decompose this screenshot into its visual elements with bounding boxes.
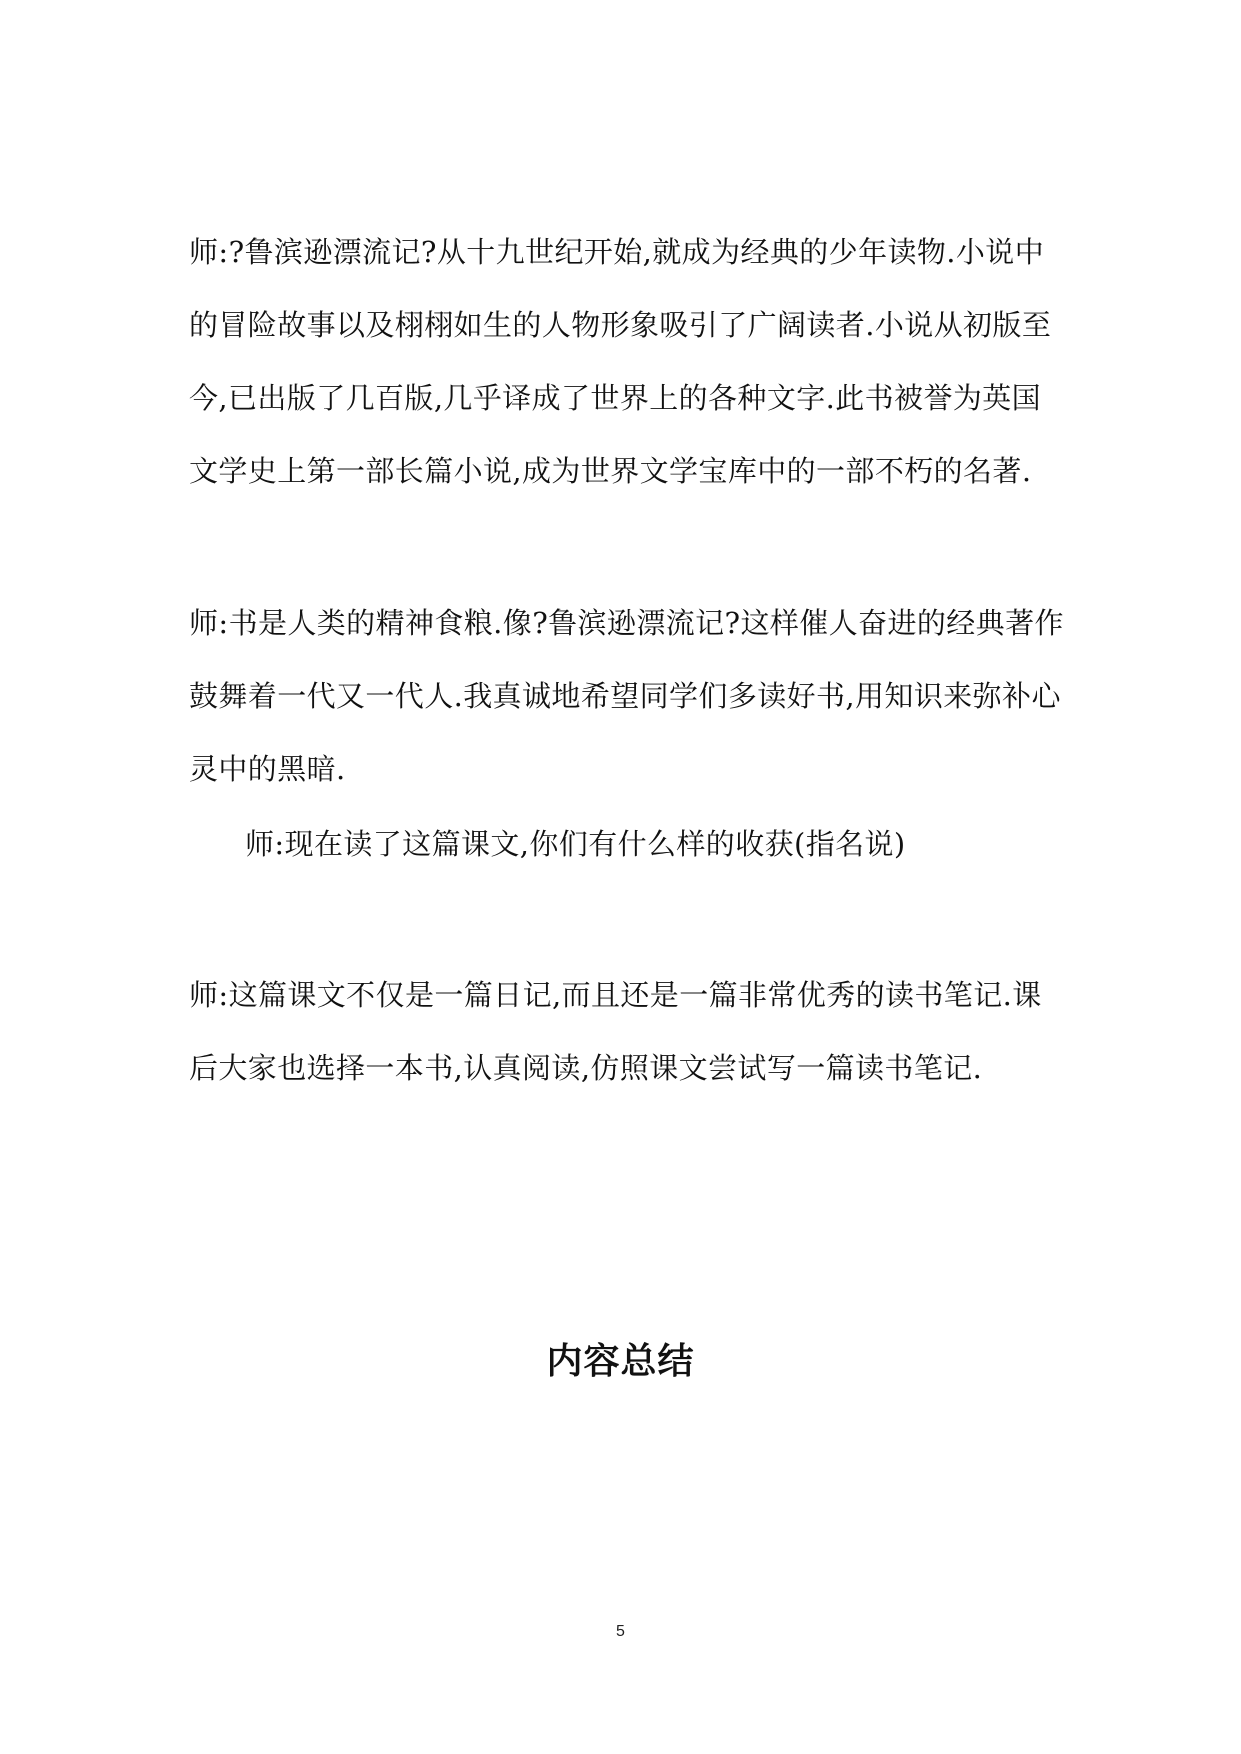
page-number: 5 [616, 1623, 625, 1640]
section-heading: 内容总结 [546, 1341, 695, 1382]
paragraph-line: 后大家也选择一本书,认真阅读,仿照课文尝试写一篇读书笔记. [189, 1051, 983, 1085]
paragraph-line: 文学史上第一部长篇小说,成为世界文学宝库中的一部不朽的名著. [189, 454, 1032, 488]
paragraph-line: 师:书是人类的精神食粮.像?鲁滨逊漂流记?这样催人奋进的经典著作 [189, 606, 1064, 640]
paragraph-line: 师:?鲁滨逊漂流记?从十九世纪开始,就成为经典的少年读物.小说中 [189, 235, 1045, 269]
paragraph-line: 师:现在读了这篇课文,你们有什么样的收获(指名说) [245, 827, 906, 861]
paragraph-line: 师:这篇课文不仅是一篇日记,而且还是一篇非常优秀的读书笔记.课 [189, 978, 1042, 1012]
paragraph-line: 今,已出版了几百版,几乎译成了世界上的各种文字.此书被誉为英国 [189, 381, 1042, 415]
paragraph-line: 的冒险故事以及栩栩如生的人物形象吸引了广阔读者.小说从初版至 [189, 308, 1052, 342]
paragraph-line: 鼓舞着一代又一代人.我真诚地希望同学们多读好书,用知识来弥补心 [189, 679, 1061, 713]
paragraph-line: 灵中的黑暗. [189, 752, 346, 786]
